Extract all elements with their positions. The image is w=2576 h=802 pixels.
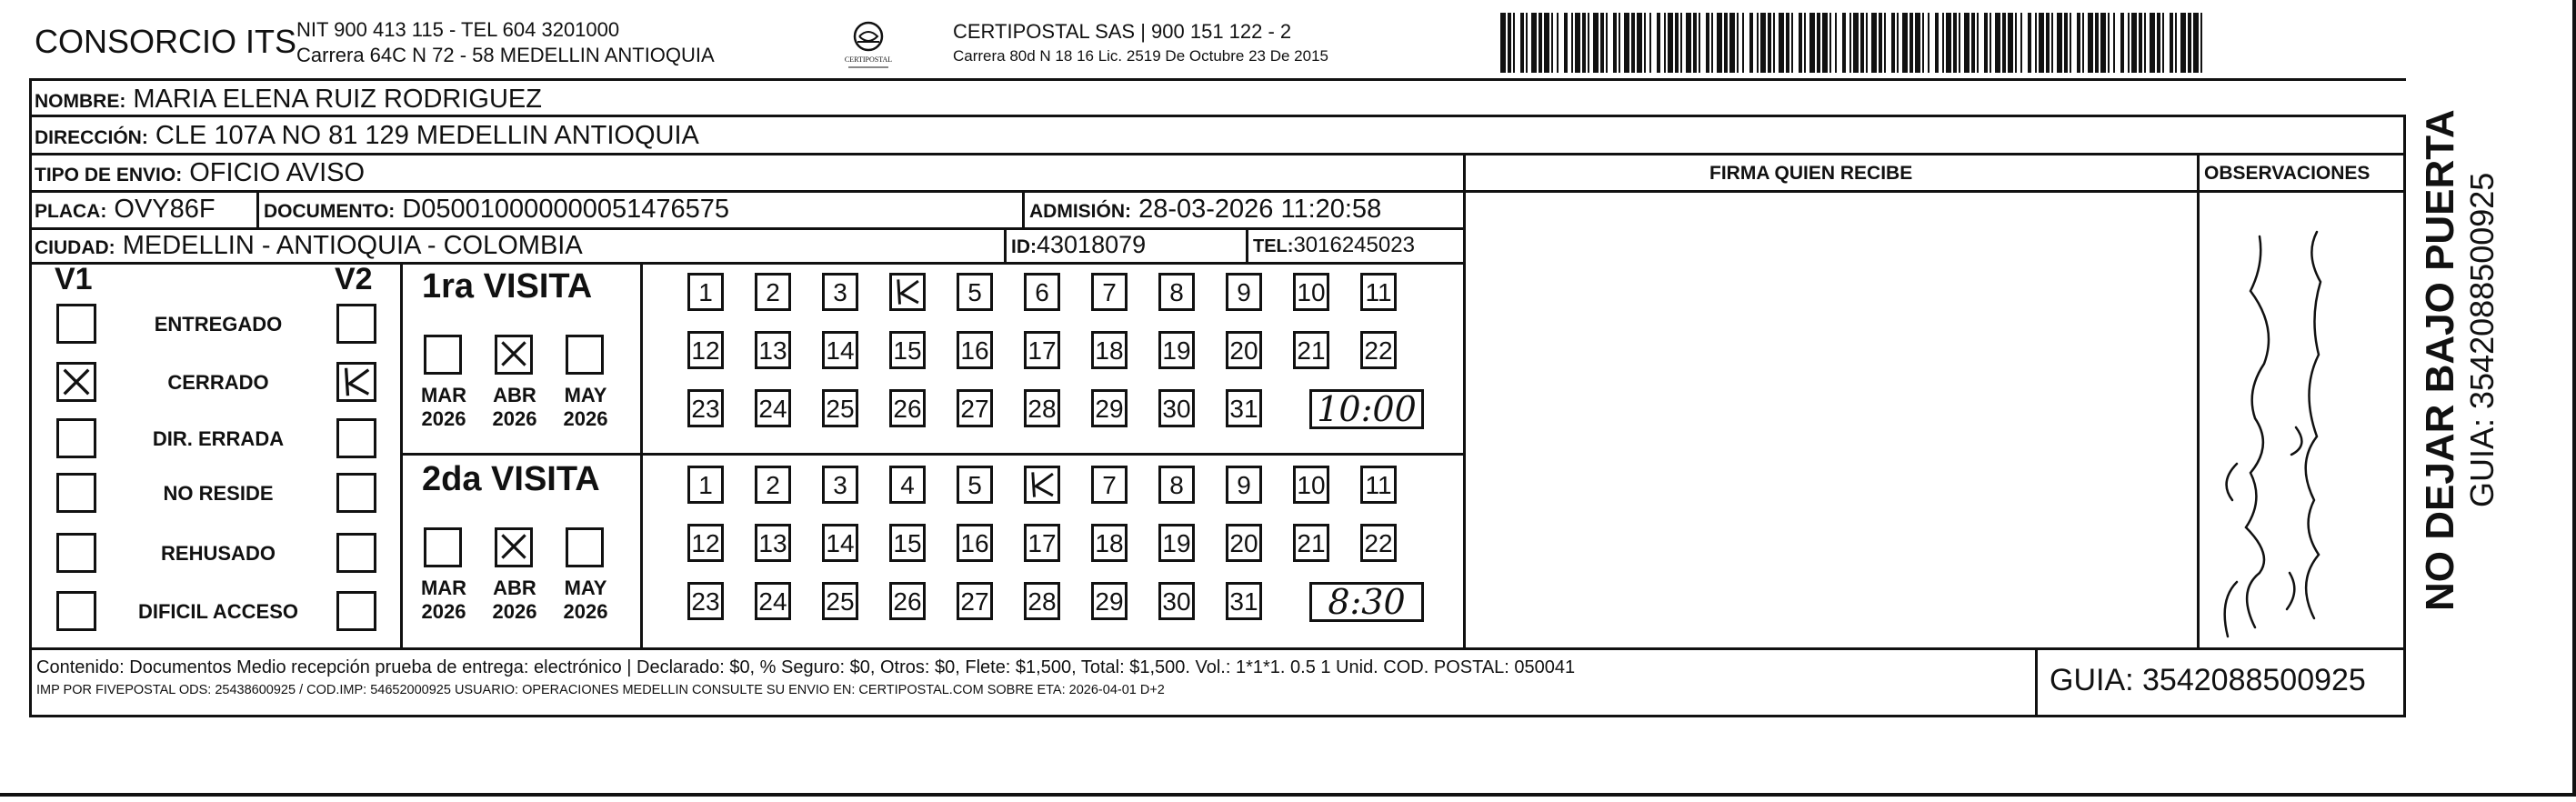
- day-box[interactable]: 8: [1158, 466, 1195, 504]
- barcode-bar: [1977, 13, 1979, 73]
- day-box[interactable]: 1: [687, 273, 724, 311]
- barcode-bar: [2028, 13, 2031, 73]
- barcode-bar: [1959, 13, 1960, 73]
- barcode-bar: [1928, 13, 1929, 73]
- status-label: DIR. ERRADA: [152, 427, 285, 450]
- barcode-bar: [2157, 13, 2160, 73]
- tel-label: TEL:: [1253, 236, 1294, 256]
- barcode-bar: [1668, 13, 1673, 73]
- barcode-bar: [1871, 13, 1877, 73]
- barcode-bar: [1526, 13, 1528, 73]
- id-label: ID:: [1011, 236, 1037, 257]
- placa-value: OVY86F: [114, 195, 216, 224]
- day-box[interactable]: 15: [889, 331, 926, 369]
- month-checkbox[interactable]: [424, 527, 462, 567]
- status-v2-checkbox[interactable]: [336, 418, 376, 458]
- day-box[interactable]: 29: [1091, 582, 1128, 620]
- barcode-bar: [1613, 13, 1617, 73]
- barcode-bar: [1891, 13, 1895, 73]
- barcode-bar: [2057, 13, 2062, 73]
- barcode-bar: [1606, 13, 1608, 73]
- barcode-bar: [2139, 13, 2142, 73]
- barcode-bar: [1964, 13, 1970, 73]
- barcode-bar: [1860, 13, 1864, 73]
- status-v1-checkbox[interactable]: [56, 362, 96, 402]
- day-box[interactable]: 5: [957, 466, 993, 504]
- footer-top-line: [29, 647, 2406, 650]
- barcode-bar: [1637, 13, 1642, 73]
- tipo-envio-label: TIPO DE ENVIO:: [35, 165, 183, 185]
- tel-row: [1253, 235, 1415, 256]
- firma-left-line: [1463, 153, 1466, 649]
- barcode-bar: [2095, 13, 2099, 73]
- side-guia: GUIA: 3542088500925: [2463, 172, 2501, 507]
- check-mark-icon: [497, 337, 530, 370]
- day-box[interactable]: 8: [1158, 273, 1195, 311]
- day-box[interactable]: 31: [1226, 582, 1262, 620]
- barcode-bar: [1879, 13, 1882, 73]
- check-mark-icon: [1027, 468, 1057, 501]
- observaciones-left-line: [2197, 153, 2200, 649]
- barcode-bar: [1779, 13, 1784, 73]
- barcode-bar: [1706, 13, 1709, 73]
- barcode-bar: [1809, 13, 1815, 73]
- barcode-bar: [2144, 13, 2146, 73]
- status-v2-checkbox[interactable]: [336, 591, 376, 631]
- barcode-bar: [2128, 13, 2130, 73]
- handwriting-strokes: [2210, 227, 2346, 646]
- barcode-bar: [1835, 13, 1837, 73]
- barcode-bar: [2108, 13, 2110, 73]
- documento-row: [264, 196, 729, 223]
- firma-header: FIRMA QUIEN RECIBE: [1709, 163, 1913, 184]
- seal-text: CERTIPOSTAL: [844, 55, 893, 64]
- barcode-bar: [1946, 13, 1951, 73]
- barcode-bar: [1544, 13, 1549, 73]
- day-box[interactable]: 6: [1024, 273, 1060, 311]
- placa-divider: [256, 190, 259, 227]
- day-box[interactable]: 13: [755, 524, 791, 562]
- day-box[interactable]: 2: [755, 466, 791, 504]
- barcode-bar: [1571, 13, 1573, 73]
- frame-right-line: [2403, 115, 2406, 717]
- day-box[interactable]: 20: [1226, 331, 1262, 369]
- year-label: 2026: [421, 407, 466, 430]
- column-header-line: [1463, 190, 2406, 193]
- documento-label: DOCUMENTO:: [264, 201, 396, 222]
- year-label: 2026: [492, 407, 537, 430]
- barcode-bar: [1619, 13, 1620, 73]
- day-box[interactable]: 26: [889, 389, 926, 427]
- frame-bottom-line: [29, 715, 2406, 717]
- day-box[interactable]: 11: [1360, 273, 1397, 311]
- id-row: [1011, 233, 1146, 257]
- nombre-label: NOMBRE:: [35, 91, 126, 112]
- certipostal-info-line2: Carrera 80d N 18 16 Lic. 2519 De Octubre 23 De 2015: [953, 47, 1328, 65]
- status-divider: [400, 262, 403, 647]
- barcode-bar: [2082, 13, 2084, 73]
- day-box[interactable]: [889, 273, 926, 311]
- month-checkbox[interactable]: [424, 335, 462, 375]
- barcode-bar: [1768, 13, 1771, 73]
- barcode-bar: [1539, 13, 1542, 73]
- day-box[interactable]: 22: [1360, 524, 1397, 562]
- status-v1-checkbox[interactable]: [56, 533, 96, 573]
- placa-label: PLACA:: [35, 201, 107, 222]
- status-label: CERRADO: [167, 371, 269, 394]
- v2-header: V2: [335, 262, 373, 296]
- certipostal-info-line1: CERTIPOSTAL SAS | 900 151 122 - 2: [953, 20, 1292, 43]
- placa-row: [35, 196, 216, 223]
- day-box[interactable]: 20: [1226, 524, 1262, 562]
- day-box[interactable]: 13: [755, 331, 791, 369]
- status-label: DIFICIL ACCESO: [137, 600, 298, 623]
- day-box[interactable]: 30: [1158, 389, 1195, 427]
- month-checkbox[interactable]: [495, 335, 533, 375]
- day-box[interactable]: 1: [687, 466, 724, 504]
- status-v1-checkbox[interactable]: [56, 591, 96, 631]
- status-label: REHUSADO: [161, 542, 276, 565]
- barcode-bar: [2175, 13, 2177, 73]
- barcode-bar: [1664, 13, 1666, 73]
- barcode-bar: [1909, 13, 1913, 73]
- barcode-bar: [1631, 13, 1635, 73]
- year-label: 2026: [563, 600, 608, 623]
- barcode-bar: [2170, 13, 2173, 73]
- barcode-bar: [1760, 13, 1766, 73]
- barcode-bar: [1849, 13, 1851, 73]
- day-box[interactable]: 30: [1158, 582, 1195, 620]
- nombre-value: MARIA ELENA RUIZ RODRIGUEZ: [133, 85, 542, 114]
- barcode-bar: [2039, 13, 2044, 73]
- barcode-bar: [2200, 13, 2202, 73]
- barcode-bar: [1953, 13, 1957, 73]
- barcode-bar: [1984, 13, 1988, 73]
- day-box[interactable]: 24: [755, 389, 791, 427]
- barcode-bar: [1531, 13, 1537, 73]
- status-label: NO RESIDE: [163, 482, 274, 505]
- day-box[interactable]: 3: [822, 466, 858, 504]
- barcode-bar: [1737, 13, 1739, 73]
- status-v2-checkbox[interactable]: [336, 533, 376, 573]
- day-box[interactable]: 27: [957, 582, 993, 620]
- barcode-bar: [2002, 13, 2006, 73]
- day-box[interactable]: 26: [889, 582, 926, 620]
- month-label: ABR: [493, 576, 536, 599]
- barcode-bar: [2113, 13, 2115, 73]
- barcode-bar: [1675, 13, 1679, 73]
- barcode-bar: [1971, 13, 1975, 73]
- day-box[interactable]: 17: [1024, 524, 1060, 562]
- barcode-bar: [1935, 13, 1939, 73]
- month-label: MAY: [564, 384, 607, 406]
- day-box[interactable]: 28: [1024, 389, 1060, 427]
- barcode-bar: [2180, 13, 2186, 73]
- row-line: [29, 190, 1463, 193]
- barcode-bar: [1829, 13, 1831, 73]
- day-box[interactable]: 11: [1360, 466, 1397, 504]
- footer-guia: GUIA: 3542088500925: [2050, 663, 2366, 697]
- barcode-bar: [2131, 13, 2137, 73]
- admision-row: [1029, 196, 1381, 223]
- day-box[interactable]: 3: [822, 273, 858, 311]
- day-box[interactable]: 16: [957, 331, 993, 369]
- admision-value: 28-03-2026 11:20:58: [1138, 195, 1382, 224]
- observaciones-handwriting: [2210, 227, 2346, 646]
- barcode-bar: [1742, 13, 1744, 73]
- barcode-bar: [1757, 13, 1759, 73]
- barcode-bar: [1717, 13, 1722, 73]
- barcode-bar: [1842, 13, 1846, 73]
- month-checkbox[interactable]: [566, 527, 604, 567]
- tel-divider: [1246, 227, 1248, 262]
- day-box[interactable]: 12: [687, 524, 724, 562]
- admision-divider: [1022, 190, 1025, 227]
- year-label: 2026: [421, 600, 466, 623]
- frame-left-line: [29, 78, 32, 717]
- company-info-line1: NIT 900 413 115 - TEL 604 3201000: [296, 18, 620, 41]
- status-v1-checkbox[interactable]: [56, 418, 96, 458]
- check-mark-icon: [497, 530, 530, 563]
- day-box[interactable]: 2: [755, 273, 791, 311]
- day-box[interactable]: 18: [1091, 331, 1128, 369]
- barcode-bar: [2070, 13, 2071, 73]
- barcode-bar: [1729, 13, 1735, 73]
- admision-label: ADMISIÓN:: [1029, 201, 1131, 222]
- barcode-bar: [2088, 13, 2093, 73]
- barcode-bar: [1593, 13, 1599, 73]
- day-box[interactable]: 5: [957, 273, 993, 311]
- barcode-bar: [1588, 13, 1589, 73]
- barcode-bar: [2020, 13, 2022, 73]
- barcode-bar: [1649, 13, 1651, 73]
- barcode-bar: [1500, 13, 1506, 73]
- day-box[interactable]: 14: [822, 524, 858, 562]
- tipo-envio-row: [35, 160, 365, 186]
- footer-contenido: Contenido: Documentos Medio recepción prueba de entrega: electrónico | Declarado: $0, % Seguro: $0, Otros: $0, Flete: $1,500, Total: $1,500. Vol.: 1*1*1. 0.5 1 Unid. COD. POSTAL: 050041: [36, 657, 1576, 677]
- visit-separator-line: [400, 453, 1463, 456]
- days-divider: [640, 262, 643, 647]
- barcode-bar: [1822, 13, 1828, 73]
- barcode-bar: [1773, 13, 1775, 73]
- barcode-bar: [2008, 13, 2013, 73]
- month-checkbox[interactable]: [495, 527, 533, 567]
- status-v2-checkbox[interactable]: [336, 473, 376, 513]
- day-box[interactable]: 17: [1024, 331, 1060, 369]
- ciudad-value: MEDELLIN - ANTIOQUIA - COLOMBIA: [122, 231, 583, 260]
- ciudad-row: [35, 233, 583, 259]
- frame-top-line: [29, 78, 2406, 81]
- barcode-bar: [1791, 13, 1793, 73]
- barcode-bar: [1853, 13, 1859, 73]
- barcode-bar: [1866, 13, 1868, 73]
- day-box[interactable]: 9: [1226, 273, 1262, 311]
- day-box[interactable]: 21: [1293, 331, 1329, 369]
- day-box[interactable]: 4: [889, 466, 926, 504]
- barcode-bar: [1657, 13, 1660, 73]
- barcode-bar: [1711, 13, 1713, 73]
- tel-value: 3016245023: [1293, 233, 1415, 257]
- barcode-bar: [1884, 13, 1886, 73]
- day-box[interactable]: 7: [1091, 273, 1128, 311]
- barcode-bar: [2051, 13, 2053, 73]
- barcode-bar: [1995, 13, 2000, 73]
- barcode-bar: [1575, 13, 1580, 73]
- day-box[interactable]: 15: [889, 524, 926, 562]
- check-mark-icon: [892, 276, 923, 308]
- day-box[interactable]: 21: [1293, 524, 1329, 562]
- day-box[interactable]: 29: [1091, 389, 1128, 427]
- barcode-bar: [2015, 13, 2017, 73]
- barcode-bar: [1551, 13, 1553, 73]
- month-label: MAR: [420, 576, 467, 599]
- day-box[interactable]: 10: [1293, 466, 1329, 504]
- barcode-bar: [2162, 13, 2164, 73]
- day-box[interactable]: 10: [1293, 273, 1329, 311]
- ciudad-label: CIUDAD:: [35, 237, 115, 258]
- barcode-bar: [1508, 13, 1511, 73]
- status-v1-checkbox[interactable]: [56, 473, 96, 513]
- page-right-border: [2572, 0, 2576, 797]
- direccion-label: DIRECCIÓN:: [35, 127, 148, 148]
- month-checkbox[interactable]: [566, 335, 604, 375]
- barcode-bar: [1693, 13, 1697, 73]
- barcode-bar: [1902, 13, 1908, 73]
- barcode-bar: [1600, 13, 1604, 73]
- day-box[interactable]: 25: [822, 389, 858, 427]
- barcode-bar: [1724, 13, 1728, 73]
- tipo-envio-value: OFICIO AVISO: [189, 158, 366, 187]
- barcode-bar: [2193, 13, 2199, 73]
- barcode-bar: [1897, 13, 1899, 73]
- barcode-bar: [1817, 13, 1820, 73]
- day-box[interactable]: 28: [1024, 582, 1060, 620]
- id-divider: [1004, 227, 1007, 262]
- barcode-bar: [1804, 13, 1806, 73]
- barcode-bar: [2064, 13, 2068, 73]
- barcode-bar: [1644, 13, 1646, 73]
- barcode-bar: [2046, 13, 2050, 73]
- day-box[interactable]: 7: [1091, 466, 1128, 504]
- footer-guia-divider: [2035, 649, 2038, 717]
- day-box[interactable]: 22: [1360, 331, 1397, 369]
- barcode-bar: [1799, 13, 1802, 73]
- barcode-bar: [1680, 13, 1682, 73]
- day-box[interactable]: 31: [1226, 389, 1262, 427]
- day-box[interactable]: 18: [1091, 524, 1128, 562]
- year-label: 2026: [563, 407, 608, 430]
- check-mark-icon: [59, 365, 94, 399]
- no-dejar-bajo-puerta: NO DEJAR BAJO PUERTA: [2418, 109, 2462, 611]
- barcode-bar: [2188, 13, 2191, 73]
- page-bottom-border: [0, 793, 2576, 797]
- id-value: 43018079: [1037, 231, 1147, 258]
- visit-title: 1ra VISITA: [422, 267, 593, 306]
- barcode-bar: [1942, 13, 1944, 73]
- day-box[interactable]: 19: [1158, 331, 1195, 369]
- day-box[interactable]: 9: [1226, 466, 1262, 504]
- direccion-row: [35, 123, 699, 149]
- barcode-bar: [1557, 13, 1559, 73]
- barcode-bar: [2077, 13, 2080, 73]
- day-box[interactable]: 23: [687, 582, 724, 620]
- nombre-row: [35, 86, 542, 113]
- barcode: [1500, 13, 2210, 73]
- footer-impresion: IMP POR FIVEPOSTAL ODS: 25438600925 / COD.IMP: 54652000925 USUARIO: OPERACIONES MEDELLIN CONSULTE SU ENVIO EN: CERTIPOSTAL.COM SOBRE ETA: 2026-04-01 D+2: [36, 683, 1165, 697]
- barcode-bar: [1922, 13, 1924, 73]
- barcode-bar: [1520, 13, 1524, 73]
- day-box[interactable]: 27: [957, 389, 993, 427]
- day-box[interactable]: 25: [822, 582, 858, 620]
- status-v2-checkbox[interactable]: [336, 304, 376, 344]
- certipostal-seal-logo: [832, 18, 905, 73]
- company-info-line2: Carrera 64C N 72 - 58 MEDELLIN ANTIOQUIA: [296, 44, 715, 66]
- direccion-value: CLE 107A NO 81 129 MEDELLIN ANTIOQUIA: [155, 121, 699, 150]
- status-label: ENTREGADO: [154, 313, 283, 336]
- company-name: CONSORCIO ITS: [35, 23, 297, 60]
- status-v2-checkbox[interactable]: [336, 362, 376, 402]
- year-label: 2026: [492, 600, 537, 623]
- barcode-bar: [2035, 13, 2037, 73]
- day-box[interactable]: 14: [822, 331, 858, 369]
- day-box[interactable]: [1024, 466, 1060, 504]
- row-line: [29, 262, 1463, 265]
- day-box[interactable]: 19: [1158, 524, 1195, 562]
- barcode-bar: [1686, 13, 1691, 73]
- row-line: [29, 153, 2406, 155]
- barcode-bar: [1699, 13, 1700, 73]
- barcode-bar: [2100, 13, 2106, 73]
- barcode-bar: [2120, 13, 2124, 73]
- barcode-bar: [1564, 13, 1568, 73]
- day-box[interactable]: 12: [687, 331, 724, 369]
- day-box[interactable]: 23: [687, 389, 724, 427]
- check-mark-icon: [339, 365, 374, 399]
- month-label: MAY: [564, 576, 607, 599]
- row-line: [29, 115, 2406, 117]
- barcode-bar: [1915, 13, 1920, 73]
- barcode-bar: [1749, 13, 1753, 73]
- month-label: ABR: [493, 384, 536, 406]
- barcode-bar: [1582, 13, 1586, 73]
- day-box[interactable]: 16: [957, 524, 993, 562]
- visit-time-box[interactable]: 10:00: [1309, 389, 1424, 429]
- day-box[interactable]: 24: [755, 582, 791, 620]
- barcode-bar: [1513, 13, 1515, 73]
- v1-header: V1: [55, 262, 93, 296]
- status-v1-checkbox[interactable]: [56, 304, 96, 344]
- documento-value: D050010000000051476575: [402, 195, 729, 224]
- barcode-bar: [1786, 13, 1789, 73]
- month-label: MAR: [420, 384, 467, 406]
- barcode-bar: [2150, 13, 2155, 73]
- visit-time-box[interactable]: 8:30: [1309, 582, 1424, 622]
- visit-title: 2da VISITA: [422, 460, 600, 498]
- barcode-bar: [1624, 13, 1629, 73]
- barcode-bar: [1990, 13, 1991, 73]
- observaciones-header: OBSERVACIONES: [2204, 163, 2371, 184]
